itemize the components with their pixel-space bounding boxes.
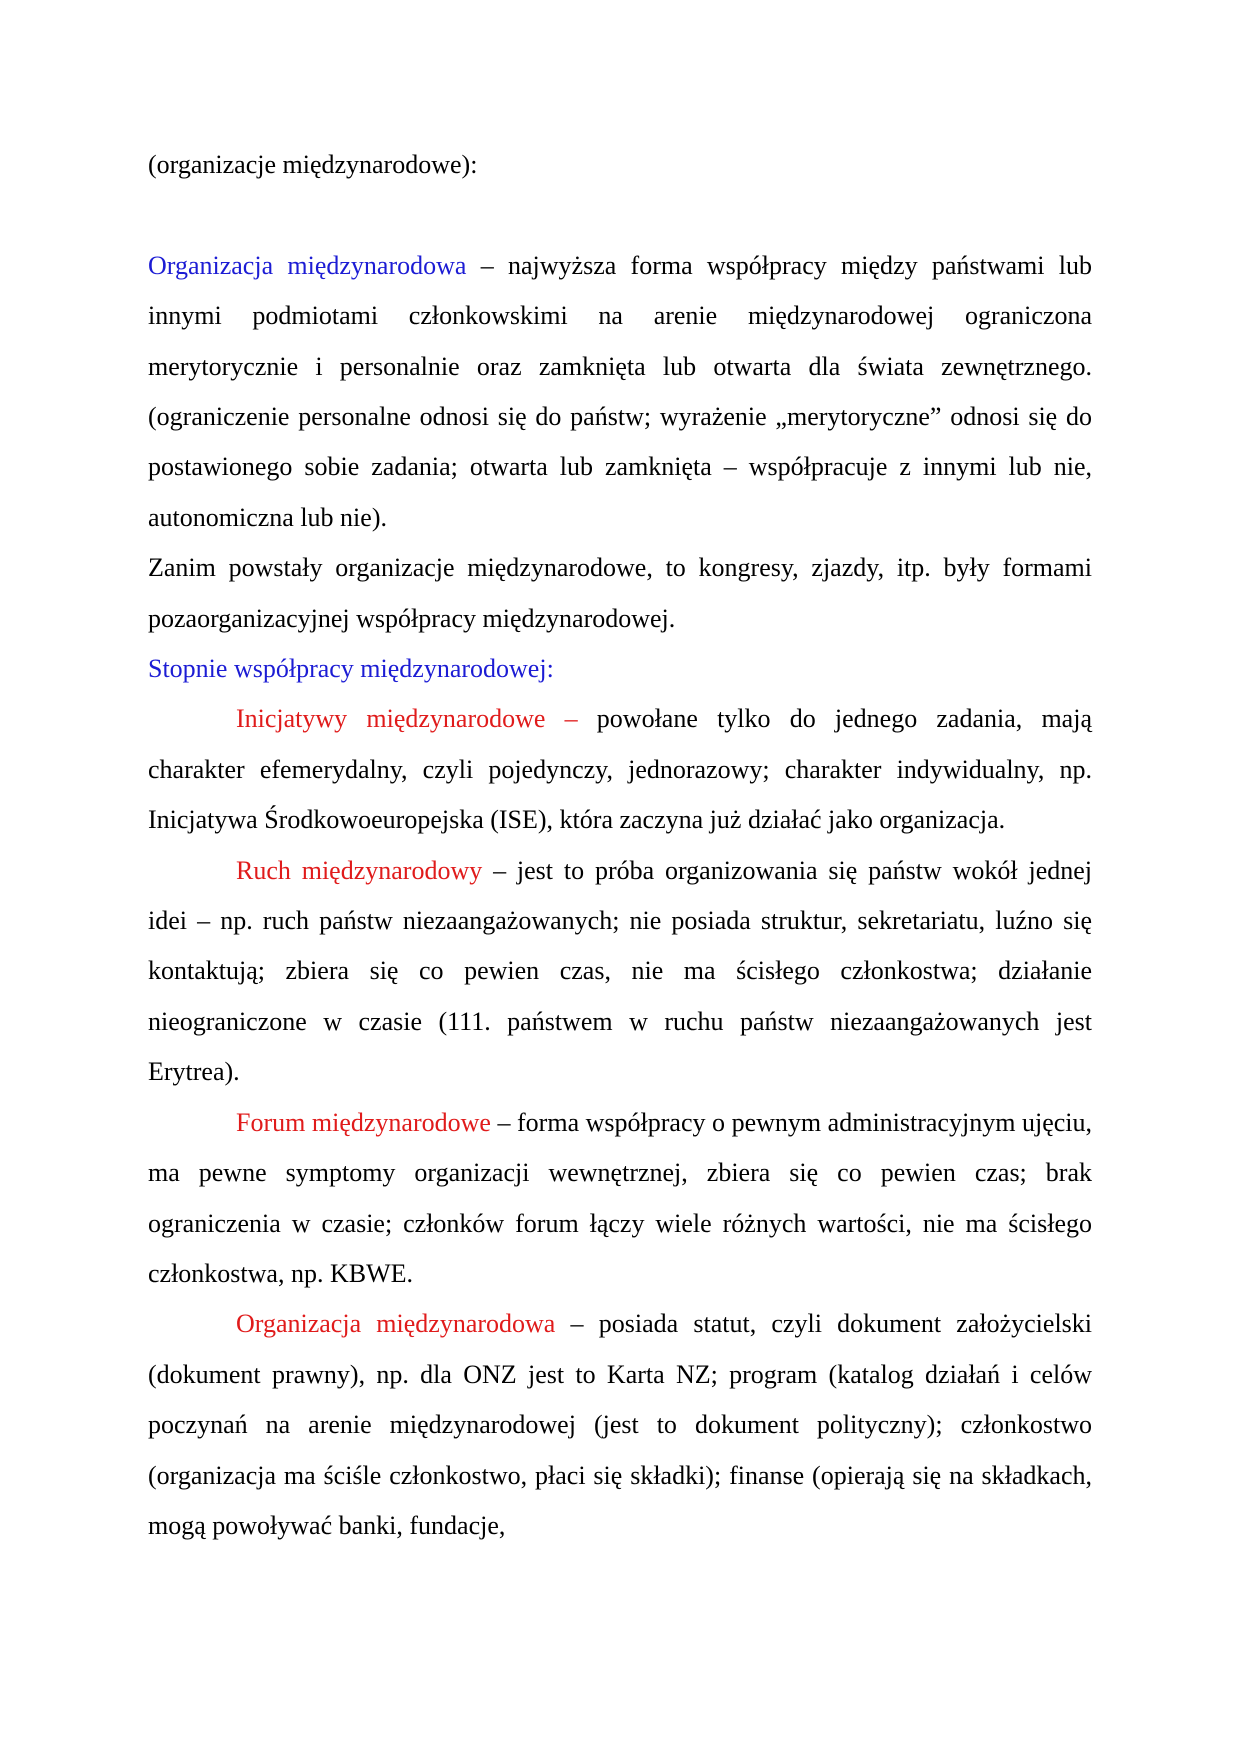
degree-term: Inicjatywy międzynarodowe –: [236, 704, 578, 734]
degree-term: Ruch międzynarodowy: [236, 855, 483, 885]
definition-paragraph: [148, 241, 1092, 543]
section-heading: Stopnie współpracy międzynarodowej:: [148, 654, 554, 684]
intro-paragraph: Zanim powstały organizacje międzynarodowe, to kongresy, zjazdy, itp. były formami pozaorganizacyjnej współpracy międzynarodowej.: [148, 553, 1092, 633]
blank-line: [148, 190, 1092, 240]
degree-paragraph-forum: [148, 1098, 1092, 1300]
degree-paragraph-organization: [148, 1299, 1092, 1551]
degree-term: Organizacja międzynarodowa: [236, 1309, 556, 1339]
degree-text: – posiada statut, czyli dokument założycielski (dokument prawny), np. dla ONZ jest to Karta NZ; program (katalog działań i celów poczynań na arenie międzynarodowej (jest to dokument polityczny); członkostwo (organizacja ma ściśle członkostwo, płaci się składki); finanse (opierają się na składkach, mogą powoływać banki, fundacje,: [148, 1309, 1093, 1540]
degree-paragraph-initiatives: [148, 694, 1092, 845]
degree-text: – forma współpracy o pewnym administracyjnym ujęciu, ma pewne symptomy organizacji wewnętrznej, zbiera się co pewien czas; brak ograniczenia w czasie; członków forum łączy wiele różnych wartości, nie ma ścisłego członkostwa, np. KBWE.: [148, 1107, 1092, 1288]
document-page: [148, 140, 1092, 1551]
definition-text: – najwyższa forma współpracy między państwami lub innymi podmiotami członkowskimi na arenie międzynarodowej ograniczona merytorycznie i personalnie oraz zamknięta lub otwarta dla świata zewnętrznego. (ograniczenie personalne odnosi się do państw; wyrażenie „merytoryczne” odnosi się do postawionego sobie zadania; otwarta lub zamknięta – współpracuje z innymi lub nie, autonomiczna lub nie).: [148, 250, 1092, 532]
degree-text: powołane tylko do jednego zadania, mają charakter efemerydalny, czyli pojedynczy, jednorazowy; charakter indywidualny, np. Inicjatywa Środkowoeuropejska (ISE), która zaczyna już działać jako organizacja.: [148, 704, 1092, 835]
definition-term: Organizacja międzynarodowa: [148, 250, 467, 280]
degree-text: – jest to próba organizowania się państw wokół jednej idei – np. ruch państw niezaangażowanych; nie posiada struktur, sekretariatu, luźno się kontaktują; zbiera się co pewien czas, nie ma ścisłego członkostwa; działanie nieograniczone w czasie (111. państwem w ruchu państw niezaangażowanych jest Erytrea).: [148, 855, 1092, 1087]
degree-term: Forum międzynarodowe: [236, 1107, 491, 1137]
document-heading: (organizacje międzynarodowe):: [148, 150, 478, 179]
degree-paragraph-movement: [148, 846, 1092, 1098]
